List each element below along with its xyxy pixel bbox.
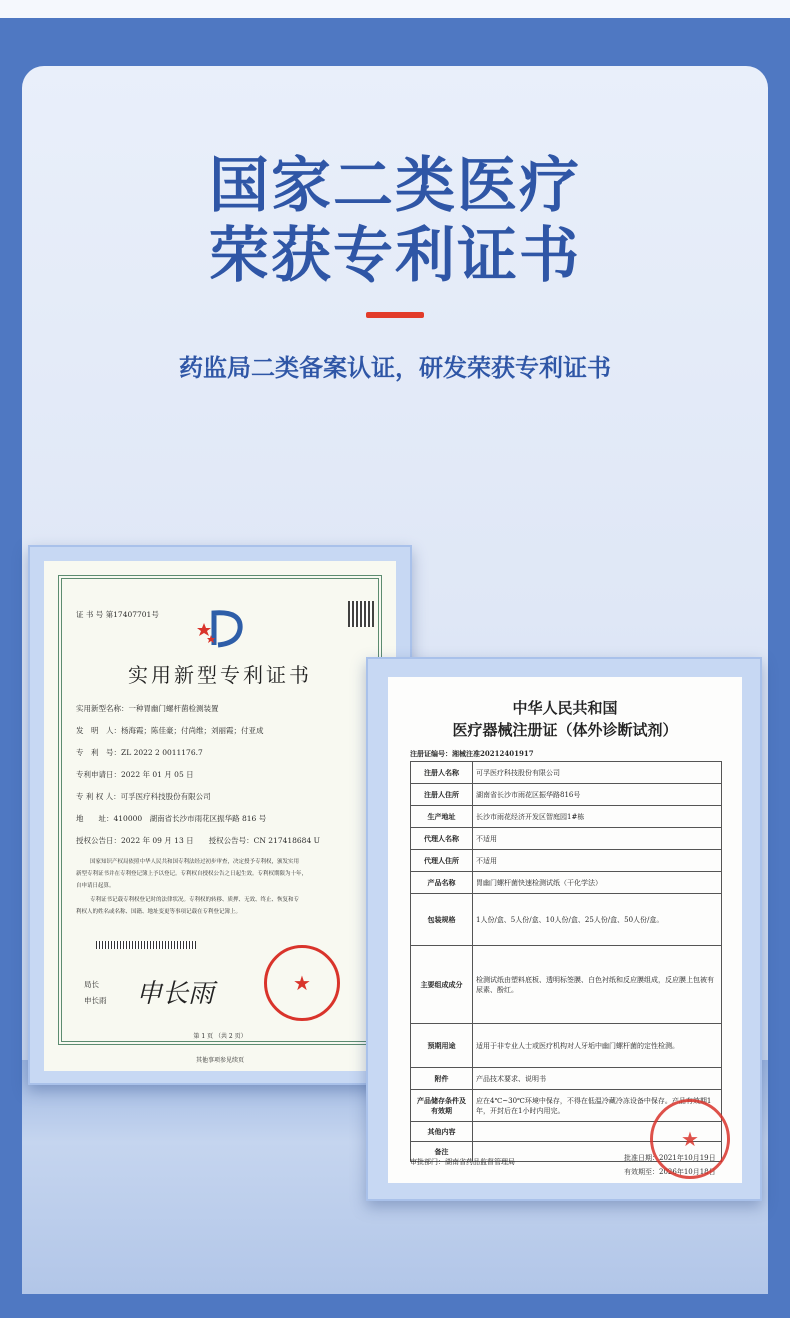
table-row: 注册人住所 湖南省长沙市雨花区振华路816号 bbox=[411, 784, 722, 806]
barcode bbox=[96, 941, 196, 949]
headline-line1: 国家二类医疗 bbox=[209, 151, 581, 221]
patent-footer: 其他事项参见续页 bbox=[195, 1057, 244, 1064]
table-row: 预期用途 适用于非专业人士或医疗机构对人牙垢中幽门螺杆菌的定性检测。 bbox=[411, 1024, 722, 1068]
patent-body: 新型专利证书并在专利登记簿上予以登记。专利权自授权公告之日起生效。专利权期限为十年， bbox=[76, 871, 308, 877]
patent-cert-number: 证 书 号 第17407701号 bbox=[76, 610, 159, 619]
patent-body: 专利证书记载专利权登记时的法律状况。专利权的转移、质押、无效、终止、恢复和专 bbox=[90, 897, 300, 903]
patent-row: 实用新型名称：一种胃幽门螺杆菌检测装置 bbox=[76, 704, 219, 713]
patent-body: 国家知识产权局依照中华人民共和国专利法经过初步审查，决定授予专利权，颁发实用 bbox=[90, 859, 300, 865]
registration-title-line1: 中华人民共和国 bbox=[512, 699, 618, 717]
table-row: 产品名称 胃幽门螺杆菌快速检测试纸（干化学法） bbox=[411, 872, 722, 894]
table-row: 主要组成成分 检测试纸由塑料底板、透明标签膜、白色衬纸和反应膜组成，反应膜上包被有尿素、酚红。 bbox=[411, 946, 722, 1024]
patent-row: 专利申请日：2022 年 01 月 05 日 bbox=[76, 770, 194, 779]
director-name: 申长雨 bbox=[84, 996, 107, 1005]
table-row: 代理人名称 不适用 bbox=[411, 828, 722, 850]
patent-certificate-frame bbox=[28, 545, 412, 1085]
cnipa-seal-stamp: ★ bbox=[264, 945, 340, 1021]
table-row: 注册人名称 可孚医疗科技股份有限公司 bbox=[411, 762, 722, 784]
patent-row: 专 利 号：ZL 2022 2 0011176.7 bbox=[76, 748, 203, 757]
nmpa-seal-stamp: ★ bbox=[650, 1099, 730, 1179]
patent-row: 地 址：410000 湖南省长沙市雨花区振华路 816 号 bbox=[76, 814, 267, 823]
patent-row: 授权公告日：2022 年 09 月 13 日 授权公告号：CN 217418684 U bbox=[76, 836, 320, 845]
table-row: 生产地址 长沙市雨花经济开发区智庭园1#栋 bbox=[411, 806, 722, 828]
table-row: 其他内容 bbox=[411, 1122, 722, 1142]
patent-row: 专 利 权 人：可孚医疗科技股份有限公司 bbox=[76, 792, 211, 801]
patent-page: 第 1 页 （共 2 页） bbox=[193, 1033, 247, 1040]
approval-date: 批准日期：2021年10月19日 bbox=[624, 1154, 716, 1162]
table-row: 包装规格 1人份/盒、5人份/盒、10人份/盒、25人份/盒、50人份/盒。 bbox=[411, 894, 722, 946]
cnipa-logo bbox=[194, 605, 250, 649]
qr-code-icon bbox=[348, 601, 374, 627]
registration-certificate bbox=[388, 677, 742, 1183]
headline-subtitle: 药监局二类备案认证，研发荣获专利证书 bbox=[179, 354, 611, 382]
registration-title-line2: 医疗器械注册证（体外诊断试剂） bbox=[452, 721, 678, 739]
table-row: 产品储存条件及有效期 应在4℃~30℃环境中保存，不得在低温冷藏冷冻设备中保存。产品有效期1年，开封后在1小时内用完。 bbox=[411, 1090, 722, 1122]
table-row: 附件 产品技术要求、说明书 bbox=[411, 1068, 722, 1090]
table-row: 代理人住所 不适用 bbox=[411, 850, 722, 872]
table-row: 备注 bbox=[411, 1142, 722, 1162]
patent-body: 自申请日起算。 bbox=[76, 883, 115, 889]
divider-bar bbox=[366, 312, 424, 318]
headline-line2: 荣获专利证书 bbox=[209, 221, 581, 291]
registration-certificate-frame bbox=[366, 657, 762, 1201]
patent-certificate bbox=[44, 561, 396, 1071]
director-label: 局长 bbox=[84, 980, 99, 989]
issuing-authority: 审批部门：湖南省药品监督管理局 bbox=[410, 1158, 515, 1166]
patent-title: 实用新型专利证书 bbox=[128, 663, 312, 687]
top-band bbox=[0, 0, 790, 18]
patent-row: 发 明 人：杨海霞；陈佳豪；付尚维；刘丽霞；付亚成 bbox=[76, 726, 264, 735]
registration-number: 注册证编号：湘械注准20212401917 bbox=[410, 749, 534, 758]
valid-until-date: 有效期至：2026年10月18日 bbox=[624, 1168, 716, 1176]
patent-body: 利权人的姓名或名称、国籍、地址变更等事项记载在专利登记簿上。 bbox=[76, 909, 242, 915]
director-signature: 申长雨 bbox=[136, 979, 215, 1009]
